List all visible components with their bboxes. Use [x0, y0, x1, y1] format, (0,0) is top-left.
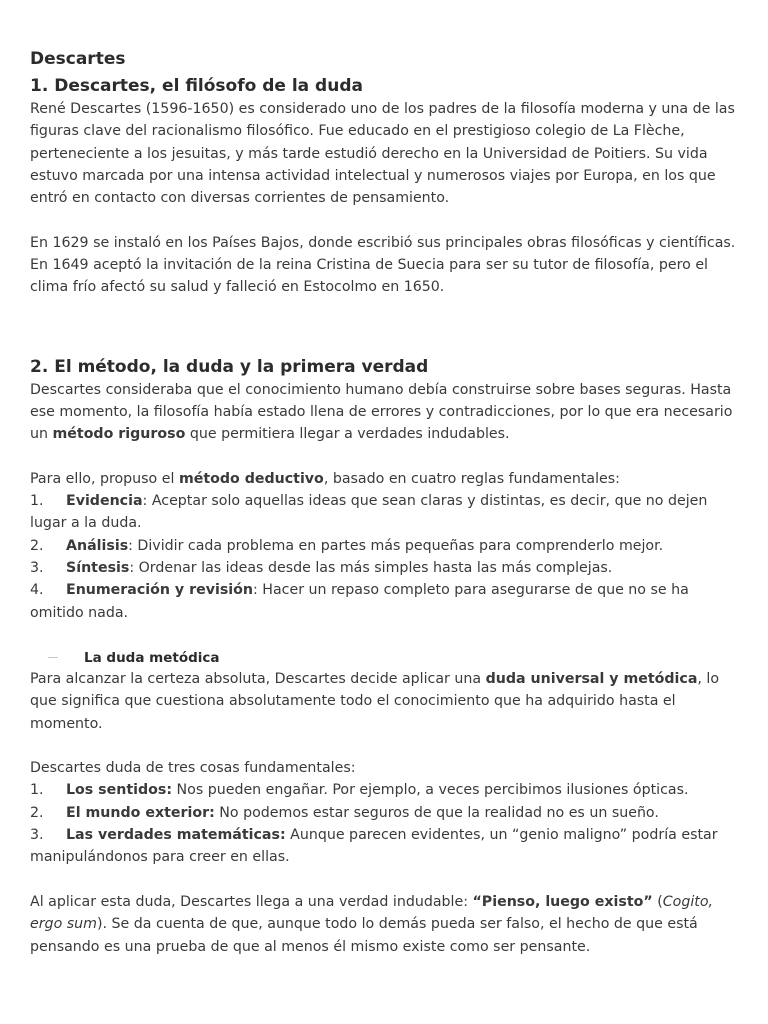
bullet-dash-icon [48, 657, 58, 658]
list-item: 1. Los sentidos: Nos pueden engañar. Por ejemplo, a veces percibimos ilusiones ópticas. [30, 782, 689, 799]
section-1-paragraph-1: René Descartes (1596-1650) es considerado uno de los padres de la filosofía moderna y una de las figuras clave del racionalismo filosófico. Fue educado en el prestigioso colegio de La Flèche, perteneciente a los jesuitas, y más tarde estudió derecho en la Universidad de Poitiers. Su vida estuvo marcada por una intensa actividad intelectual y numerosos viajes por Europa, en los que entró en contacto con diversas corrientes de pensamiento. [30, 101, 735, 207]
section-2-paragraph-1: Descartes consideraba que el conocimiento humano debía construirse sobre bases seguras. Hasta ese momento, la filosofía había estado llena de errores y contradicciones, por lo que era necesario un método riguroso que permitiera llegar a verdades indudables. [30, 381, 733, 443]
section-2-paragraph-5: Al aplicar esta duda, Descartes llega a una verdad indudable: “Pienso, luego existo” (Cogito, ergo sum). Se da cuenta de que, aunque todo lo demás pueda ser falso, el hecho de que está pensando es una prueba de que al menos él mismo existe como ser pensante. [30, 893, 714, 955]
bold-metodo-riguroso: método riguroso [52, 426, 186, 443]
section-1-paragraph-2: En 1629 se instaló en los Países Bajos, donde escribió sus principales obras filosóficas y científicas. En 1649 aceptó la invitación de la reina Cristina de Suecia para ser su tutor de filosofía, pero el clima frío afectó su salud y falleció en Estocolmo en 1650. [30, 234, 736, 296]
list-item: 2. El mundo exterior: No podemos estar seguros de que la realidad no es un sueño. [30, 804, 659, 821]
list-item: 3. Síntesis: Ordenar las ideas desde las más simples hasta las más complejas. [30, 560, 613, 577]
section-1-heading: 1. Descartes, el filósofo de la duda [30, 76, 363, 96]
bold-cogito: “Pienso, luego existo” [472, 893, 653, 910]
doubts-list [30, 779, 738, 868]
italic-cogito-latin: Cogito, ergo sum [30, 893, 714, 933]
section-2-paragraph-2: Para ello, propuso el método deductivo, basado en cuatro reglas fundamentales: [30, 470, 620, 487]
list-item: 3. Las verdades matemáticas: Aunque parecen evidentes, un “genio maligno” podría estar manipulándonos para creer en ellas. [30, 827, 718, 866]
rules-list [30, 490, 738, 624]
list-item: 4. Enumeración y revisión: Hacer un repaso completo para asegurarse de que no se ha omitido nada. [30, 582, 689, 621]
section-2-heading: 2. El método, la duda y la primera verdad [30, 356, 429, 377]
bold-duda-universal: duda universal y metódica [485, 670, 698, 687]
list-item: 1. Evidencia: Aceptar solo aquellas ideas que sean claras y distintas, es decir, que no dejen lugar a la duda. [30, 493, 708, 532]
subheading-duda-metodica: La duda metódica [30, 648, 738, 668]
document-title: Descartes [30, 49, 126, 69]
section-2-paragraph-4: Descartes duda de tres cosas fundamentales: [30, 760, 356, 777]
section-2-paragraph-3: Para alcanzar la certeza absoluta, Descartes decide aplicar una duda universal y metódica, lo que significa que cuestiona absolutamente todo el conocimiento que ha adquirido hasta el momento. [30, 670, 720, 732]
list-item: 2. Análisis: Dividir cada problema en partes más pequeñas para comprenderlo mejor. [30, 537, 664, 554]
bold-metodo-deductivo: método deductivo [178, 470, 324, 487]
